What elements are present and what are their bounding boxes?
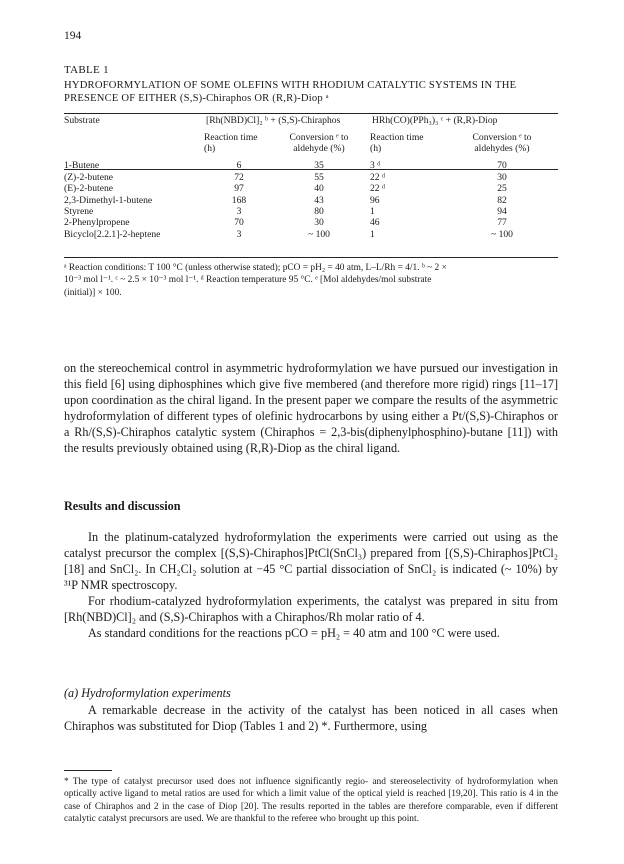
col-conv-1-unit: aldehyde (%) — [293, 143, 345, 155]
col-time-2: Reaction time — [370, 132, 424, 143]
subsection-text — [64, 702, 558, 734]
footnote-rule — [64, 770, 112, 771]
col-substrate: Substrate — [64, 115, 100, 126]
table-header-row — [64, 115, 558, 132]
col-time-2-unit: (h) — [370, 143, 382, 155]
col-time-1-unit: (h) — [204, 143, 216, 155]
paragraph-activity: A remarkable decrease in the activity of the catalyst has been noticed in all cases when Chiraphos was substituted for Diop (Tables 1 and 2) *. Furthermore, using — [64, 703, 558, 733]
table-row: 2,3-Dimethyl-1-butene 168 43 96 82 — [64, 194, 507, 206]
col-conv-1: Conversion ᵉ to — [289, 132, 349, 143]
paragraph-rhodium: For rhodium-catalyzed hydroformylation experiments, the catalyst was prepared in situ from [Rh(NBD)Cl]₂ and (S,S)-Chiraphos with a Chiraphos/Rh molar ratio of 4. — [64, 594, 558, 624]
section-heading-results: Results and discussion — [64, 499, 181, 513]
table-row: Styrene 3 80 1 94 — [64, 206, 507, 218]
subsection-heading: (a) Hydroformylation experiments — [64, 686, 231, 700]
table-row: (Z)-2-butene 72 55 22 ᵈ 30 — [64, 171, 507, 183]
table-subheader-row-2 — [64, 143, 558, 160]
group-chiraphos-header: [Rh(NBD)Cl]₂ ᵇ + (S,S)-Chiraphos — [206, 115, 341, 126]
table-row: 2-Phenylpropene 70 30 46 77 — [64, 217, 507, 229]
group-diop-header: HRh(CO)(PPh₃)₃ ᶜ + (R,R)-Diop — [372, 115, 498, 126]
table-bottom-rule — [64, 257, 558, 258]
table-caption: HYDROFORMYLATION OF SOME OLEFINS WITH RHODIUM CATALYTIC SYSTEMS IN THE PRESENCE OF EITHER (S,S)-Chiraphos OR (R,R)-Diop ᵃ — [64, 80, 517, 104]
table-footnote: ᵃ Reaction conditions: T 100 °C (unless otherwise stated); pCO = pH₂ = 40 atm, L–L/Rh = 4/1. ᵇ ~ 2 × 10⁻³ mol l⁻¹. ᶜ ~ 2.5 × 10⁻³ mol l⁻¹. ᵈ Reaction temperature 95 °C. ᵉ [Mol aldehydes/mol substrate (initial)] × 100. — [64, 263, 447, 298]
table-row: 1-Butene 6 35 3 ᵈ 70 — [64, 160, 507, 172]
paragraph-platinum: In the platinum-catalyzed hydroformylation the experiments were carried out using as the catalyst precursor the complex [(S,S)-Chiraphos]PtCl(SnCl₃) prepared from [(S,S)-Chiraphos]PtCl₂ [18] and SnCl₂. In CH₂Cl₂ solution at −45 °C partial dissociation of SnCl₂ is indicated (~ 10%) by ³¹P NMR spectroscopy. — [64, 530, 558, 592]
table-label: TABLE 1 — [64, 64, 109, 76]
col-conv-2: Conversion ᵉ to — [472, 132, 532, 143]
col-time-1: Reaction time — [204, 132, 258, 143]
table-row: Bicyclo[2.2.1]-2-heptene 3 ~ 100 1 ~ 100 — [64, 228, 513, 240]
paragraph-conditions: As standard conditions for the reactions pCO = pH₂ = 40 atm and 100 °C were used. — [88, 626, 500, 640]
col-conv-2-unit: aldehydes (%) — [474, 143, 530, 155]
data-table — [64, 115, 558, 240]
page-footnote: * The type of catalyst precursor used does not influence significantly regio- and stereoselectivity of hydroformylation when optically active ligand to metal ratios are used for which a limit value of the optical yield is reached [19,20]. This ratio is 4 in the case of Chiraphos and 2 in the case of Diop [20]. The results reported in the tables are therefore comparable, even if different catalytic catalyst precursors are used. We are thankful to the referee who brought up this point. — [64, 777, 558, 824]
results-text — [64, 529, 558, 641]
table-subheader-row — [64, 132, 558, 143]
table-row: (E)-2-butene 97 40 22 ᵈ 25 — [64, 183, 507, 195]
table-top-rule — [64, 113, 558, 114]
intro-paragraph: on the stereochemical control in asymmetric hydroformylation we have pursued our investigation in this field [6] using diphosphines which give five membered (and therefore more rigid) rings [11–17] upon coordination as the chiral ligand. In the present paper we compare the results of the asymmetric hydroformylation of different types of olefinic hydrocarbons by using either a Pt/(S,S)-Chiraphos or a Rh/(S,S)-Chiraphos catalytic system (Chiraphos = 2,3-bis(diphenylphosphino)-butane [11]) with the results previously obtained using (R,R)-Diop as the chiral ligand. — [64, 361, 558, 455]
page-number: 194 — [64, 30, 82, 42]
